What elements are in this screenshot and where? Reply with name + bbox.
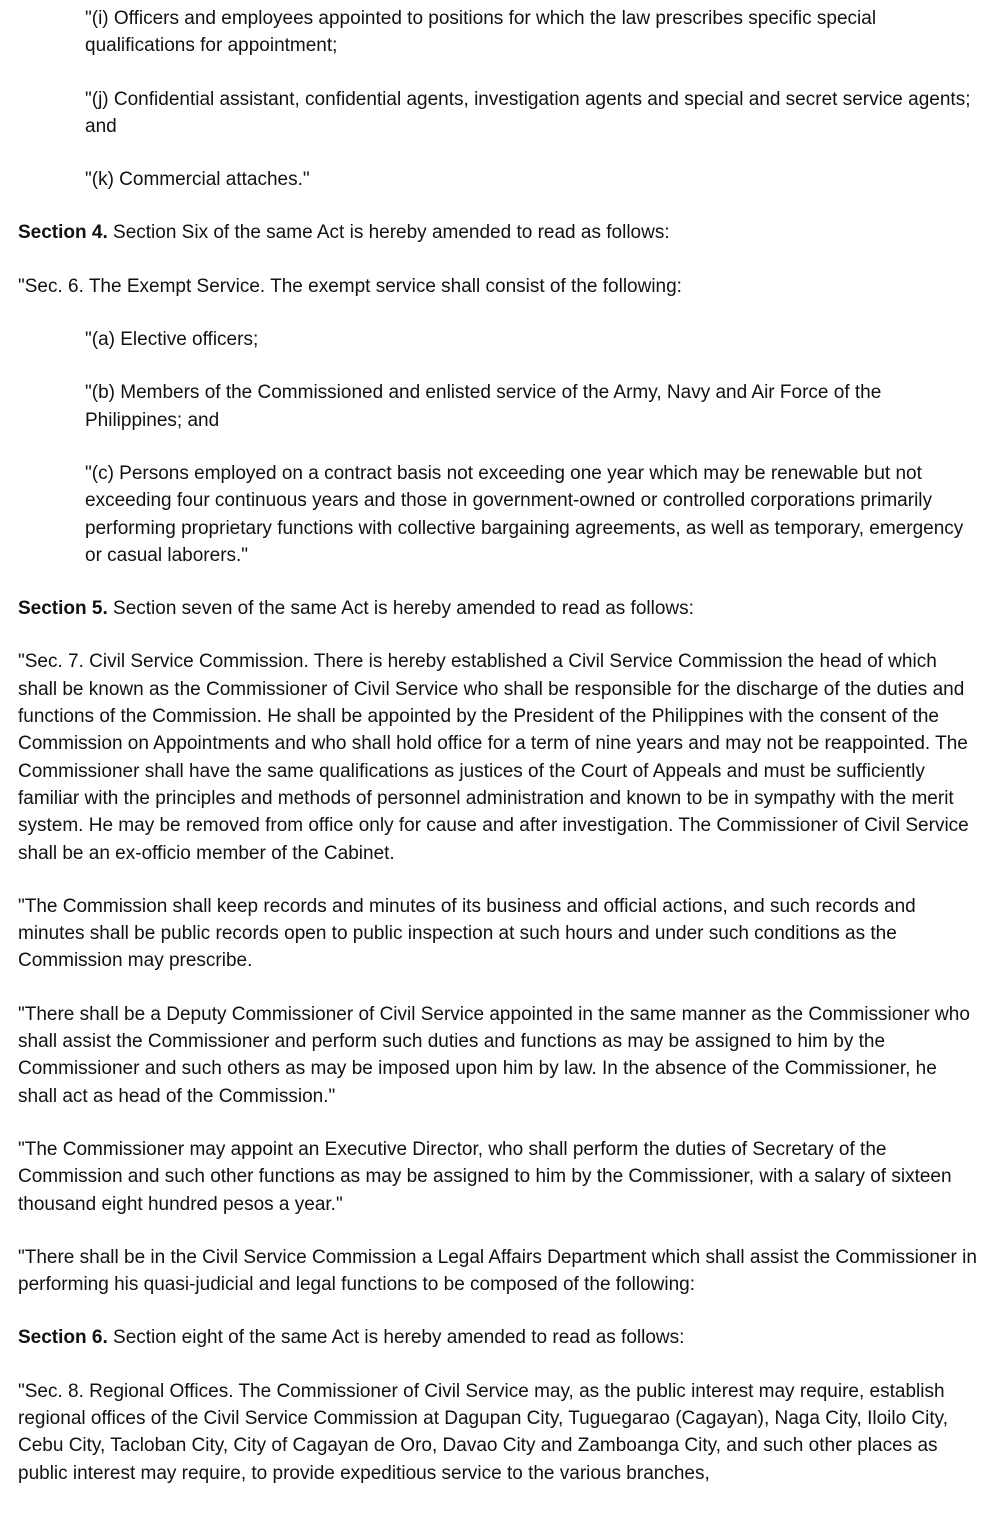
section-6-paragraph [18, 1324, 978, 1351]
sec-7-paragraph-2: "The Commission shall keep records and minutes of its business and official actions, and such records and minutes shall be public records open to public inspection at such hours and under such conditions as the Commission may prescribe. [18, 895, 916, 972]
sec-6-item-b: "(b) Members of the Commissioned and enlisted service of the Army, Navy and Air Force of the Philippines; and [85, 382, 882, 431]
section-4-text: Section Six of the same Act is hereby amended to read as follows: [107, 222, 670, 244]
section-5-label: Section 5. [18, 598, 108, 620]
section-4-paragraph [18, 219, 978, 246]
document-page [18, 5, 978, 1513]
sec-7-paragraph-4: "The Commissioner may appoint an Executive Director, who shall perform the duties of Secretary of the Commission and such other functions as may be assigned to him by the Commissioner, with a salary of sixteen thousand eight hundred pesos a year." [18, 1138, 952, 1215]
sec-7-paragraph-1: "Sec. 7. Civil Service Commission. There is hereby established a Civil Service Commission the head of which shall be known as the Commissioner of Civil Service who shall be responsible for the discharge of the duties and functions of the Commission. He shall be appointed by the President of the Philippines with the consent of the Commission on Appointments and who shall hold office for a term of nine years and may not be reappointed. The Commissioner shall have the same qualifications as justices of the Court of Appeals and must be sufficiently familiar with the principles and methods of personnel administration and known to be in sympathy with the merit system. He may be removed from office only for cause and after investigation. The Commissioner of Civil Service shall be an ex-officio member of the Cabinet. [18, 651, 969, 864]
section-5-paragraph [18, 595, 978, 622]
item-k: "(k) Commercial attaches." [85, 169, 310, 191]
section-5-text: Section seven of the same Act is hereby amended to read as follows: [107, 598, 694, 620]
sec-7-paragraph-3: "There shall be a Deputy Commissioner of Civil Service appointed in the same manner as the Commissioner who shall assist the Commissioner and perform such duties and functions as may be assigned to him by the Commissioner and such others as may be imposed upon him by law. In the absence of the Commissioner, he shall act as head of the Commission." [18, 1003, 970, 1107]
item-j: "(j) Confidential assistant, confidential agents, investigation agents and special and secret service agents; and [85, 88, 971, 137]
sec-6-intro: "Sec. 6. The Exempt Service. The exempt service shall consist of the following: [18, 275, 682, 297]
item-i: "(i) Officers and employees appointed to positions for which the law prescribes specific special qualifications for appointment; [85, 8, 877, 57]
sec-6-item-a: "(a) Elective officers; [85, 329, 259, 351]
sec-7-paragraph-5: "There shall be in the Civil Service Commission a Legal Affairs Department which shall assist the Commissioner in performing his quasi-judicial and legal functions to be composed of the following: [18, 1246, 977, 1296]
sec-8-intro: "Sec. 8. Regional Offices. The Commissioner of Civil Service may, as the public interest may require, establish regional offices of the Civil Service Commission at Dagupan City, Tuguegarao (Cagayan), Naga City, Iloilo City, Cebu City, Tacloban City, City of Cagayan de Oro, Davao City and Zamboanga City, and such other places as public interest may require, to provide expeditious service to the various branches, [18, 1380, 949, 1484]
sec-6-item-c: "(c) Persons employed on a contract basis not exceeding one year which may be renewable but not exceeding four continuous years and those in government-owned or controlled corporations primarily performing proprietary functions with collective bargaining agreements, as well as temporary, emergency or casual laborers." [85, 462, 964, 566]
section-4-label: Section 4. [18, 222, 108, 244]
section-6-text: Section eight of the same Act is hereby amended to read as follows: [107, 1327, 685, 1349]
section-6-label: Section 6. [18, 1327, 108, 1349]
